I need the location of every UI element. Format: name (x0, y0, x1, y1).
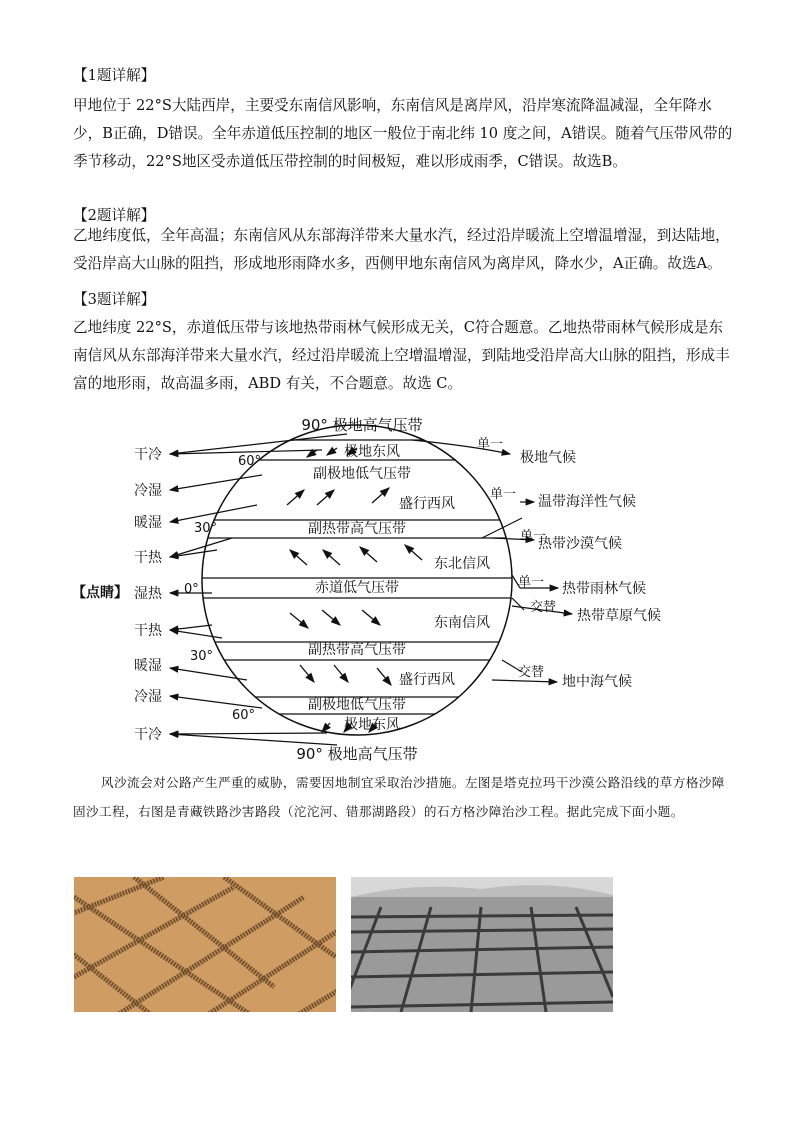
band-se-trades: 东南信风 (434, 615, 490, 631)
left-label: 冷湿 (134, 689, 162, 705)
climate-label: 极地气候 (520, 450, 576, 466)
straw-checkerboard-photo (74, 877, 336, 1012)
left-label: 干冷 (134, 727, 162, 743)
point-label: 【点睛】 (72, 585, 128, 601)
climate-label: 热带沙漠气候 (538, 536, 622, 552)
connector-label: 单一 (520, 529, 547, 544)
question-intro: 风沙流会对公路产生严重的威胁，需要因地制宜采取治沙措施。左图是塔克拉玛干沙漠公路沿线的草方格沙障固沙工程，右图是青藏铁路沙害路段（沱沱河、错那湖路段）的石方格沙障治沙工程。据此完成下面小题。 (73, 775, 725, 819)
left-label: 冷湿 (134, 483, 162, 499)
left-label: 干热 (134, 550, 162, 566)
band-westerlies-n: 盛行西风 (399, 496, 455, 512)
left-label: 干冷 (134, 447, 162, 463)
band-polar-easterlies-s: 极地东风 (344, 717, 400, 733)
band-subtropical-high-n: 副热带高气压带 (308, 521, 406, 537)
lat-label: 0° (184, 582, 199, 597)
climate-label: 热带雨林气候 (562, 581, 646, 597)
section3-text: 乙地纬度 22°S，赤道低压带与该地热带雨林气候形成无关，C符合题意。乙地热带雨林气候形成是东南信风从东部海洋带来大量水汽，经过沿岸暖流上空增温增湿，到陆地受沿岸高大山脉的阻挡，形成丰富的地形雨，故高温多雨，ABD 有关，不合题意。故选 C。 (73, 319, 730, 392)
band-polar-easterlies-n: 极地东风 (344, 444, 400, 460)
section2-header: 【2题详解】 (73, 207, 156, 224)
band-subpolar-low-s: 副极地低气压带 (308, 697, 406, 713)
left-label: 干热 (134, 623, 162, 639)
top-pressure-label: 90° 极地高气压带 (301, 416, 423, 434)
left-label: 暖湿 (134, 658, 162, 674)
stone-checkerboard-photo (351, 877, 613, 1012)
section1-text: 甲地位于 22°S大陆西岸，主要受东南信风影响，东南信风是离岸风，沿岸寒流降温减湿，全年降水少，B正确，D错误。全年赤道低压控制的地区一般位于南北纬 10 度之间，A错误。随着气压带风带的季节移动，22°S地区受赤道低压带控制的时间极短，难以形成雨季，C错误。故选B。 (73, 97, 733, 170)
lat-label: 60° (232, 708, 256, 723)
connector-label: 单一 (518, 575, 545, 590)
band-subpolar-low-n: 副极地低气压带 (313, 466, 411, 482)
section3-header: 【3题详解】 (73, 291, 156, 308)
connector-label: 交替 (518, 665, 545, 680)
left-label: 湿热 (134, 586, 162, 602)
pressure-wind-climate-diagram (72, 410, 672, 770)
climate-label: 热带草原气候 (577, 608, 661, 624)
connector-label: 单一 (477, 437, 504, 452)
left-label: 暖湿 (134, 515, 162, 531)
band-equatorial-low: 赤道低气压带 (315, 580, 399, 596)
climate-label: 地中海气候 (562, 674, 632, 690)
band-westerlies-s: 盛行西风 (399, 672, 455, 688)
lat-label: 30° (194, 521, 218, 536)
section2-text: 乙地纬度低，全年高温；东南信风从东部海洋带来大量水汽，经过沿岸暖流上空增温增湿，到达陆地，受沿岸高大山脉的阻挡，形成地形雨降水多，西侧甲地东南信风为离岸风，降水少，A正确。故选A。 (73, 227, 730, 272)
climate-label: 温带海洋性气候 (538, 494, 636, 510)
bottom-pressure-label: 90° 极地高气压带 (296, 745, 418, 763)
band-ne-trades: 东北信风 (434, 556, 490, 572)
band-subtropical-high-s: 副热带高气压带 (308, 642, 406, 658)
lat-label: 60° (238, 454, 262, 469)
connector-label: 单一 (490, 487, 517, 502)
lat-label: 30° (190, 649, 214, 664)
connector-label: 交替 (530, 600, 557, 615)
section1-header: 【1题详解】 (73, 67, 156, 84)
